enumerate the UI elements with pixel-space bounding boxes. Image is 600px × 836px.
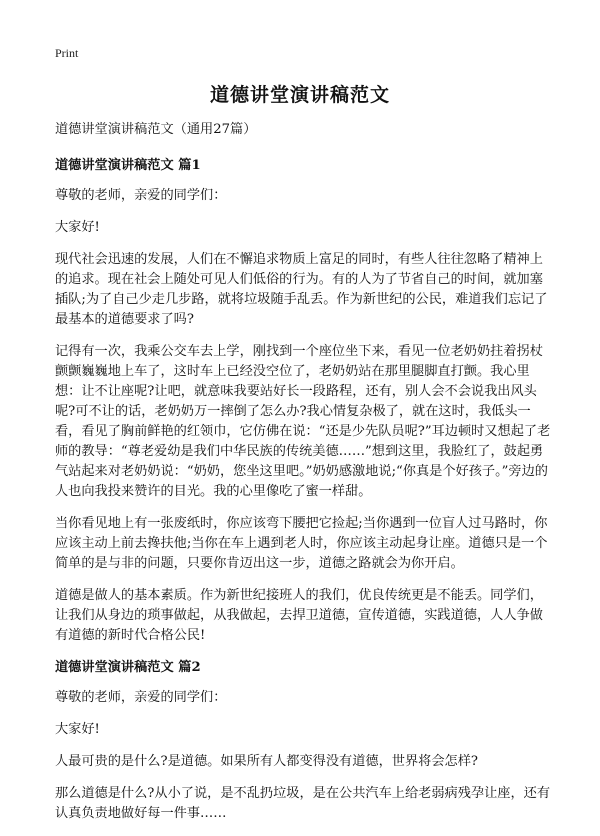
section-heading: 道德讲堂演讲稿范文 篇1 — [55, 158, 201, 173]
paragraph: 人最可贵的是什么?是道德。如果所有人都变得没有道德，世界将会怎样? — [55, 754, 478, 769]
document-title: 道德讲堂演讲稿范文 — [209, 84, 390, 106]
salutation: 尊敬的老师，亲爱的同学们： — [55, 690, 227, 705]
greeting: 大家好! — [55, 220, 100, 235]
paragraph: 当你看见地上有一张废纸时，你应该弯下腰把它捡起;当你遇到一位盲人过马路时，你应该主动上前去搀扶他;当你在车上遇到老人时，你应该主动起身让座。道德只是一个简单的是与非的问题，只要你肯迈出这一步，道德之路就会为你开启。 — [55, 516, 548, 571]
document-body — [55, 120, 551, 836]
salutation: 尊敬的老师，亲爱的同学们： — [55, 188, 227, 203]
intro-text: 道德讲堂演讲稿范文（通用27篇） — [55, 122, 257, 137]
paragraph: 道德是做人的基本素质。作为新世纪接班人的我们，优良传统更是不能丢。同学们，让我们从身边的琐事做起，从我做起，去捍卫道德，宣传道德，实践道德，人人争做有道德的新时代合格公民! — [55, 588, 543, 643]
paragraph: 记得有一次，我乘公交车去上学，刚找到一个座位坐下来，看见一位老奶奶拄着拐杖颤颤巍巍地上车了，这时车上已经没空位了，老奶奶站在那里腿脚直打颤。我心里想：让不让座呢?让吧，就意味我要站好长一段路程，还有，别人会不会说我出风头呢?可不让的话，老奶奶万一摔倒了怎么办?我心情复杂极了，就在这时，我低头一看，看见了胸前鲜艳的红领巾，它仿佛在说：“还是少先队员呢?”耳边顿时又想起了老师的教导：“尊老爱幼是我们中华民族的传统美德……”想到这里，我脸红了，鼓起勇气站起来对老奶奶说：“奶奶，您坐这里吧。”奶奶感激地说;“你真是个好孩子。”旁边的人也向我投来赞许的目光。我的心里像吃了蜜一样甜。 — [55, 344, 551, 499]
print-link[interactable]: Print — [55, 46, 79, 60]
paragraph: 现代社会迅速的发展，人们在不懈追求物质上富足的同时，有些人往往忽略了精神上的追求。现在社会上随处可见人们低俗的行为。有的人为了节省自己的时间，就加塞插队;为了自己少走几步路，就将垃圾随手乱丢。作为新世纪的公民，难道我们忘记了最基本的道德要求了吗? — [55, 252, 548, 327]
section-heading: 道德讲堂演讲稿范文 篇2 — [55, 660, 201, 675]
paragraph: 那么道德是什么?从小了说，是不乱扔垃圾，是在公共汽车上给老弱病残孕让座，还有认真负责地做好每一件事…… — [55, 786, 551, 821]
greeting: 大家好! — [55, 722, 100, 737]
